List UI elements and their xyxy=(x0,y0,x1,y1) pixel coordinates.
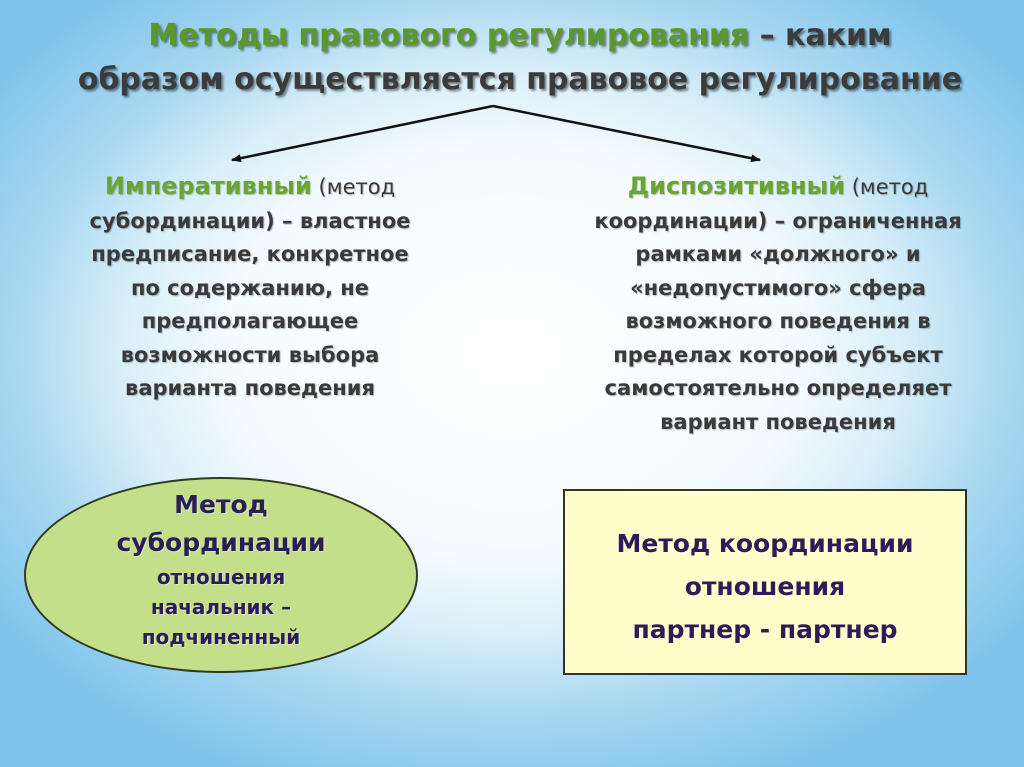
oval-line: начальник – xyxy=(150,595,292,619)
title-line2: образом осуществляется правовое регулирование xyxy=(77,62,963,97)
oval-line: подчиненный xyxy=(141,625,301,649)
arrow-left xyxy=(232,106,493,160)
imperative-line: предполагающее xyxy=(141,309,359,333)
imperative-line: по содержанию, не xyxy=(130,275,370,300)
arrow-right xyxy=(493,106,760,160)
oval-line: отношения xyxy=(156,565,286,589)
box-line: партнер - партнер xyxy=(632,615,898,644)
imperative-method-text xyxy=(40,170,460,406)
title-accent: Методы правового регулирования xyxy=(148,18,750,53)
title-rest: – каким xyxy=(749,18,892,53)
dispositive-line: «недопустимого» сфера xyxy=(630,275,926,300)
imperative-line: предписание, конкретное xyxy=(91,242,409,266)
oval-line: субординации xyxy=(116,528,326,557)
dispositive-method-text xyxy=(548,170,1008,439)
dispositive-line: вариант поведения xyxy=(660,409,896,434)
imperative-heading: Императивный xyxy=(104,172,312,200)
box-line: Метод координации xyxy=(616,529,914,558)
dispositive-paren: (метод xyxy=(845,175,929,199)
dispositive-line: самостоятельно определяет xyxy=(604,376,952,400)
imperative-line: возможности выбора xyxy=(120,342,380,367)
coordination-box-text xyxy=(563,522,967,651)
box-line: отношения xyxy=(684,572,846,601)
imperative-line: субординации) – властное xyxy=(89,208,411,233)
dispositive-line: рамками «должного» и xyxy=(635,242,921,266)
imperative-line: варианта поведения xyxy=(125,376,375,400)
dispositive-line: возможного поведения в xyxy=(625,309,931,333)
dispositive-line: пределах которой субъект xyxy=(613,342,943,367)
dispositive-line: координации) – ограниченная xyxy=(594,208,962,233)
imperative-paren: (метод xyxy=(311,175,396,199)
dispositive-heading: Диспозитивный xyxy=(627,172,846,200)
subordination-oval-text xyxy=(24,486,418,652)
oval-line: Метод xyxy=(174,490,268,519)
